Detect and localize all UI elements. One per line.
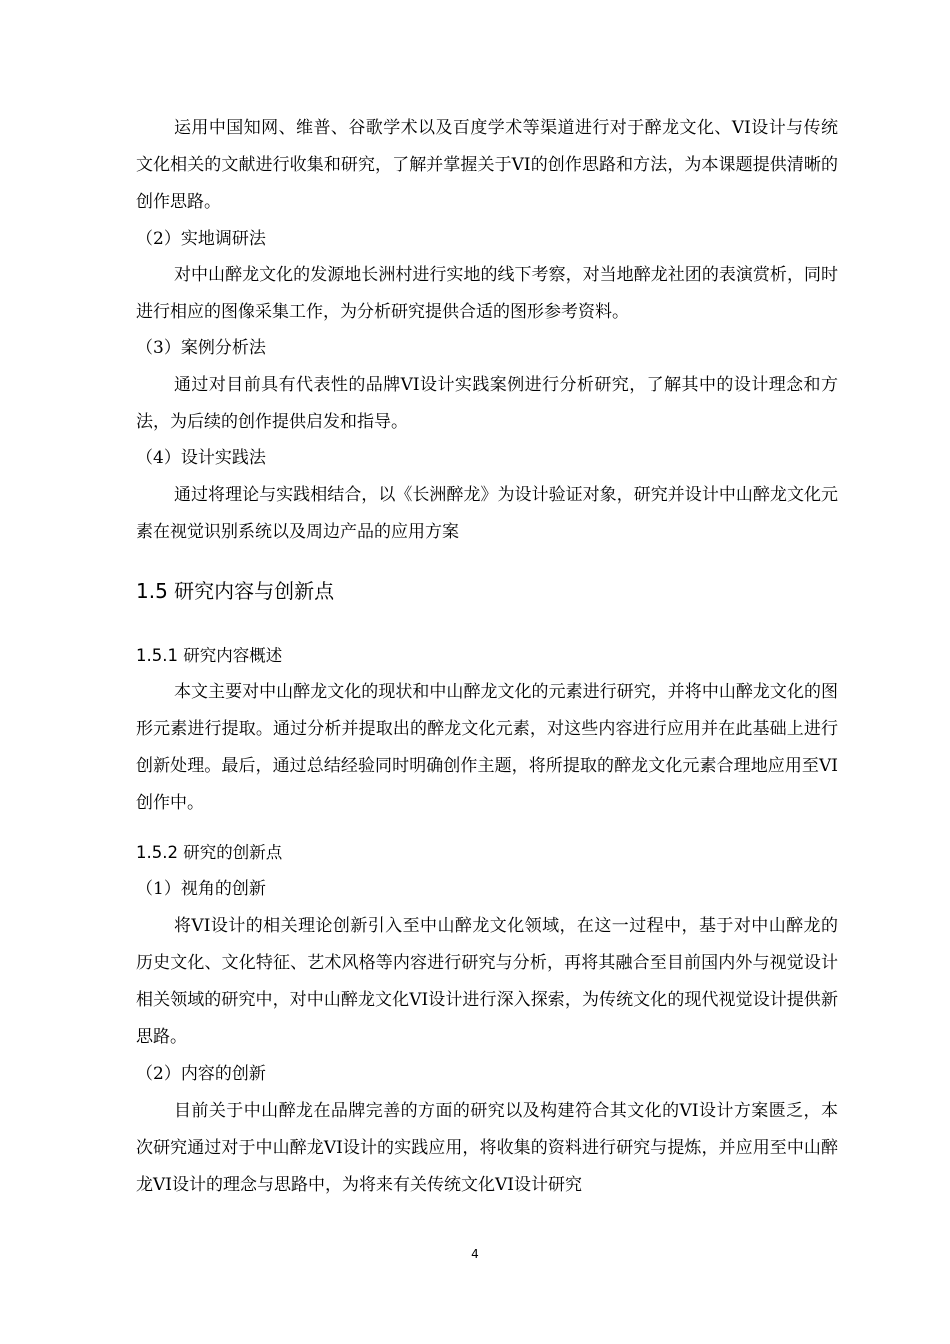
page-number: 4 [471,1247,479,1261]
paragraph-perspective-innovation: 将VI设计的相关理论创新引入至中山醉龙文化领域，在这一过程中，基于对中山醉龙的历史文化、文化特征、艺术风格等内容进行研究与分析，再将其融合至目前国内外与视觉设计相关领域的研究中，对中山醉龙文化VI设计进行深入探索，为传统文化的现代视觉设计提供新思路。 [136,916,838,1047]
paragraph-literature-method: 运用中国知网、维普、谷歌学术以及百度学术等渠道进行对于醉龙文化、VI设计与传统文化相关的文献进行收集和研究，了解并掌握关于VI的创作思路和方法，为本课题提供清晰的创作思路。 [136,118,838,212]
subsection-heading-1-5-1: 1.5.1 研究内容概述 [136,646,283,665]
paragraph-field-research: 对中山醉龙文化的发源地长洲村进行实地的线下考察，对当地醉龙社团的表演赏析，同时进行相应的图像采集工作，为分析研究提供合适的图形参考资料。 [136,265,838,322]
paragraph-design-practice: 通过将理论与实践相结合，以《长洲醉龙》为设计验证对象，研究并设计中山醉龙文化元素在视觉识别系统以及周边产品的应用方案 [136,485,838,542]
subsection-heading-1-5-2: 1.5.2 研究的创新点 [136,843,283,862]
list-item-perspective-innovation: （1）视角的创新 [136,879,266,899]
paragraph-research-content: 本文主要对中山醉龙文化的现状和中山醉龙文化的元素进行研究，并将中山醉龙文化的图形元素进行提取。通过分析并提取出的醉龙文化元素，对这些内容进行应用并在此基础上进行创新处理。最后，通过总结经验同时明确创作主题，将所提取的醉龙文化元素合理地应用至VI创作中。 [136,682,838,813]
list-item-field-research: （2）实地调研法 [136,229,266,249]
list-item-case-analysis: （3）案例分析法 [136,338,266,358]
list-item-design-practice: （4）设计实践法 [136,448,266,468]
list-item-content-innovation: （2）内容的创新 [136,1064,266,1084]
section-heading-1-5: 1.5 研究内容与创新点 [136,579,335,603]
paragraph-case-analysis: 通过对目前具有代表性的品牌VI设计实践案例进行分析研究，了解其中的设计理念和方法，为后续的创作提供启发和指导。 [136,375,838,432]
paragraph-content-innovation: 目前关于中山醉龙在品牌完善的方面的研究以及构建符合其文化的VI设计方案匮乏，本次研究通过对于中山醉龙VI设计的实践应用，将收集的资料进行研究与提炼，并应用至中山醉龙VI设计的理念与思路中，为将来有关传统文化VI设计研究 [136,1101,838,1195]
